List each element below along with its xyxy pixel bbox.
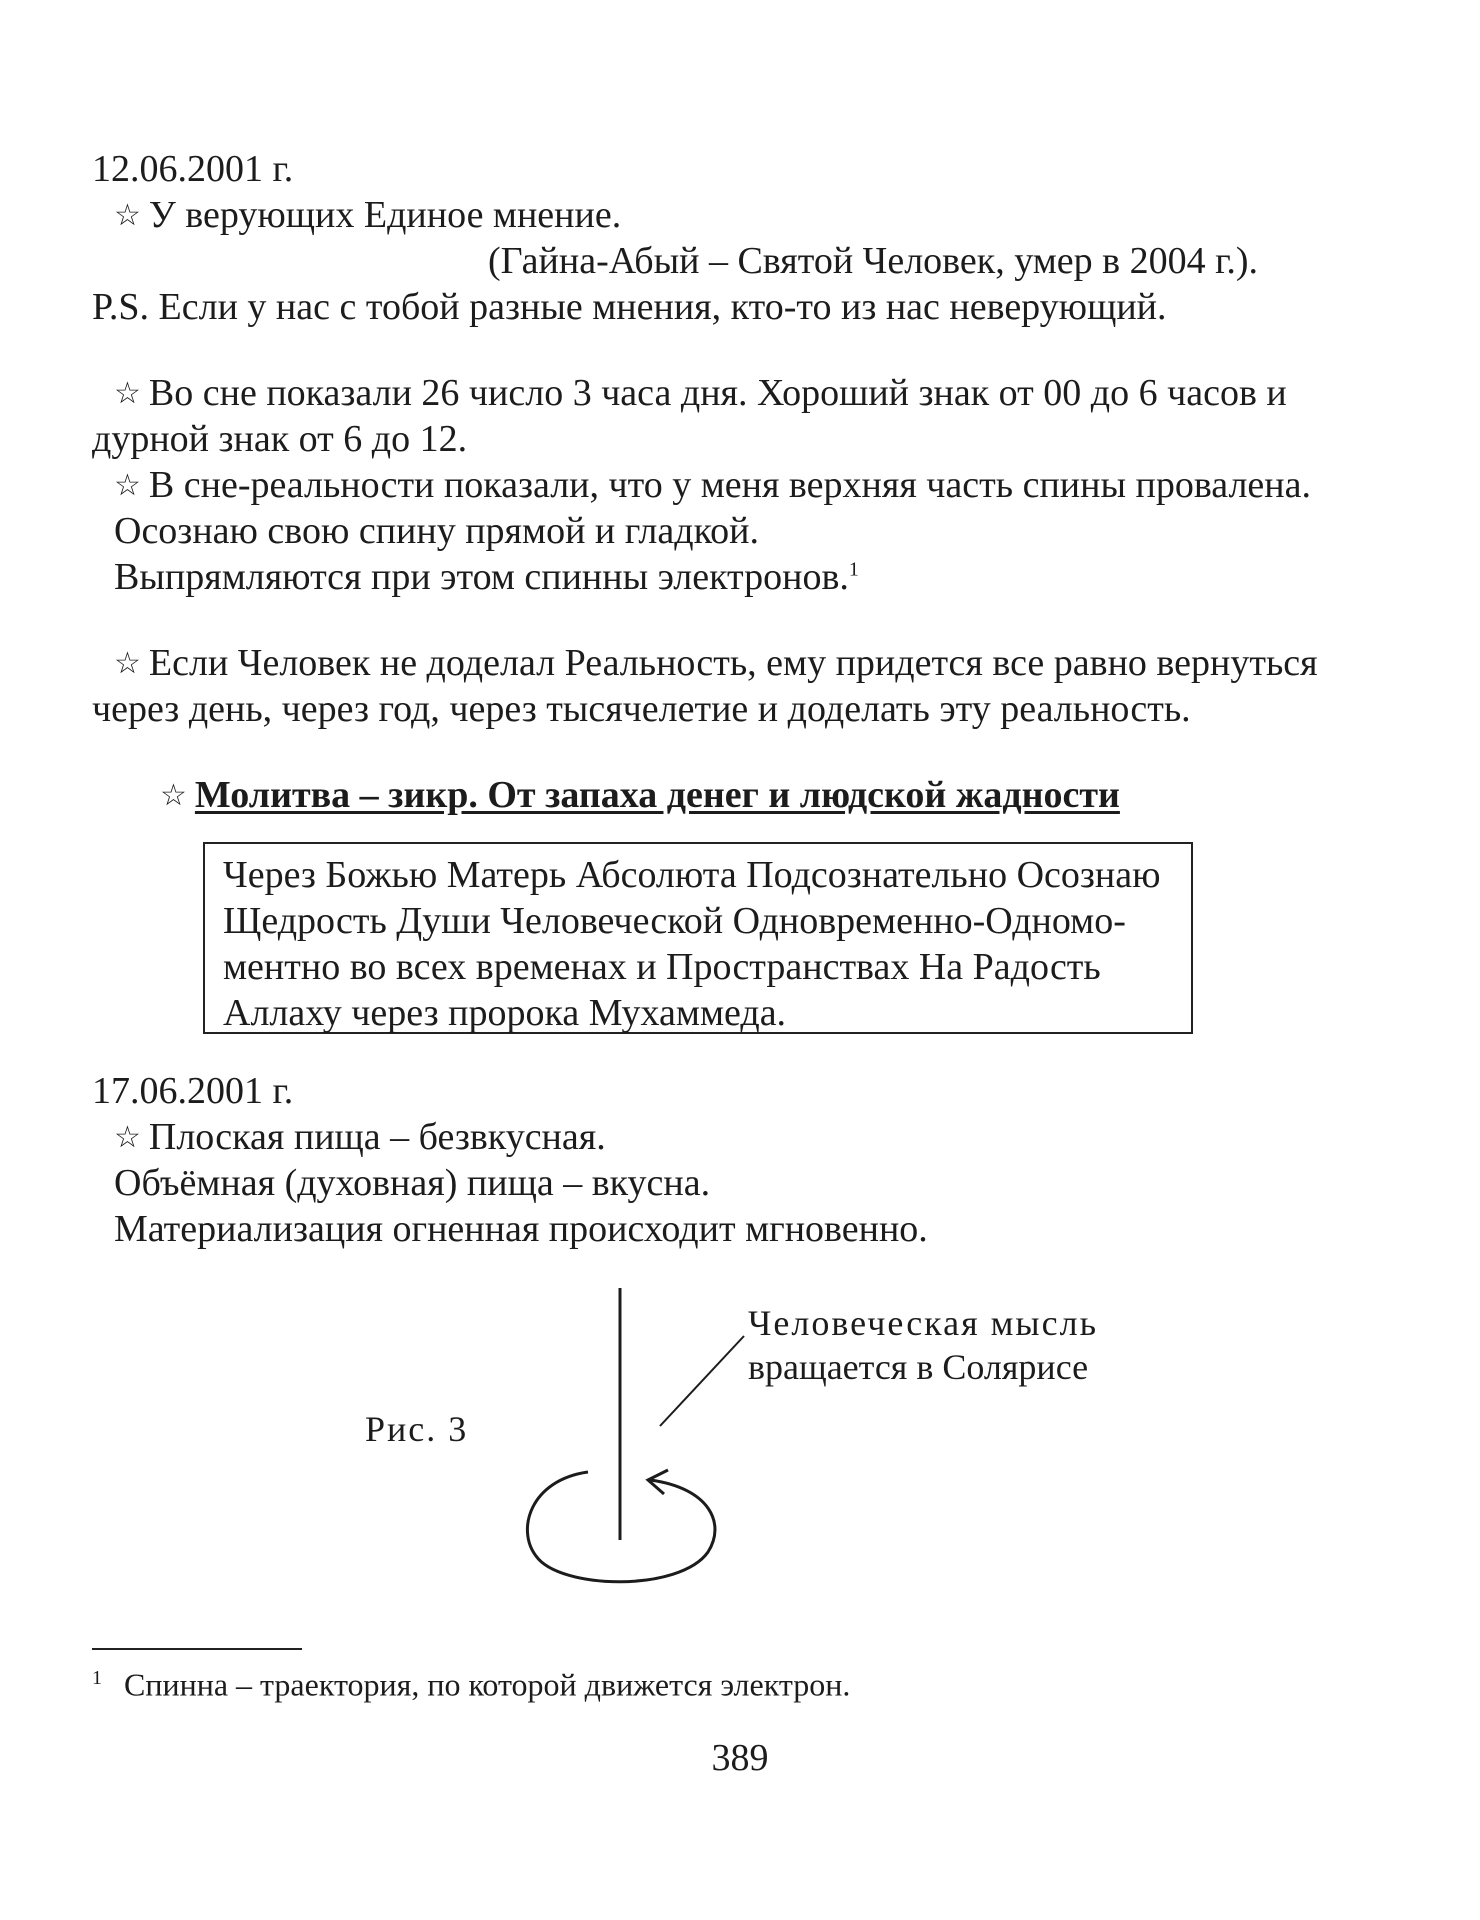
paragraph-text: дурной знак от 6 до 12.: [92, 418, 468, 460]
star-outline-icon: ☆: [114, 198, 141, 233]
footnote: [92, 1658, 850, 1705]
figure-caption: вращается в Солярисе: [748, 1347, 1089, 1387]
page-number: 389: [711, 1737, 769, 1779]
star-outline-icon: ☆: [114, 468, 141, 503]
footnote-text: Спинна – траектория, по которой движется электрон.: [124, 1666, 851, 1703]
footnote-divider: [92, 1648, 302, 1650]
prayer-line: Аллаху через пророка Мухаммеда.: [223, 992, 787, 1034]
paragraph-text: Осознаю свою спину прямой и гладкой.: [114, 510, 759, 552]
star-outline-icon: ☆: [114, 1120, 141, 1155]
footnote-ref[interactable]: 1: [848, 558, 859, 581]
paragraph-text: Объёмная (духовная) пища – вкусна.: [114, 1162, 711, 1204]
footnote-number: 1: [92, 1667, 102, 1689]
entry-text: У верующих Единое мнение.: [148, 194, 622, 236]
paragraph-text: В сне-реальности показали, что у меня верхняя часть спины провалена.: [148, 464, 1312, 506]
figure-caption: Человеческая мысль: [748, 1303, 1098, 1343]
figure-label: Рис. 3: [365, 1409, 469, 1449]
paragraph-text: Материализация огненная происходит мгновенно.: [114, 1208, 928, 1250]
caption-pointer-line: [660, 1336, 744, 1426]
entry-date: 12.06.2001 г.: [92, 148, 294, 190]
star-outline-icon: ☆: [114, 376, 141, 411]
paragraph-text: Выпрямляются при этом спинны электронов.: [114, 556, 849, 598]
postscript: P.S. Если у нас с тобой разные мнения, кто-то из нас неверующий.: [92, 286, 1167, 328]
attribution: (Гайна-Абый – Святой Человек, умер в 2004 г.).: [488, 240, 1259, 282]
prayer-heading: Молитва – зикр. От запаха денег и людской жадности: [194, 774, 1120, 816]
entry-date: 17.06.2001 г.: [92, 1070, 294, 1112]
star-outline-icon: ☆: [114, 646, 141, 681]
prayer-line: Через Божью Матерь Абсолюта Подсознательно Осознаю: [223, 854, 1161, 896]
star-outline-icon: ☆: [160, 778, 187, 813]
prayer-line: ментно во всех временах и Пространствах На Радость: [223, 946, 1101, 988]
paragraph-text: Если Человек не доделал Реальность, ему придется все равно вернуться: [148, 642, 1318, 684]
paragraph-text: через день, через год, через тысячелетие и доделать эту реальность.: [92, 688, 1191, 730]
prayer-line: Щедрость Души Человеческой Одновременно-Одномо-: [223, 900, 1126, 942]
paragraph-text: Плоская пища – безвкусная.: [148, 1116, 606, 1158]
paragraph-text: Во сне показали 26 число 3 часа дня. Хороший знак от 00 до 6 часов и: [148, 372, 1287, 414]
